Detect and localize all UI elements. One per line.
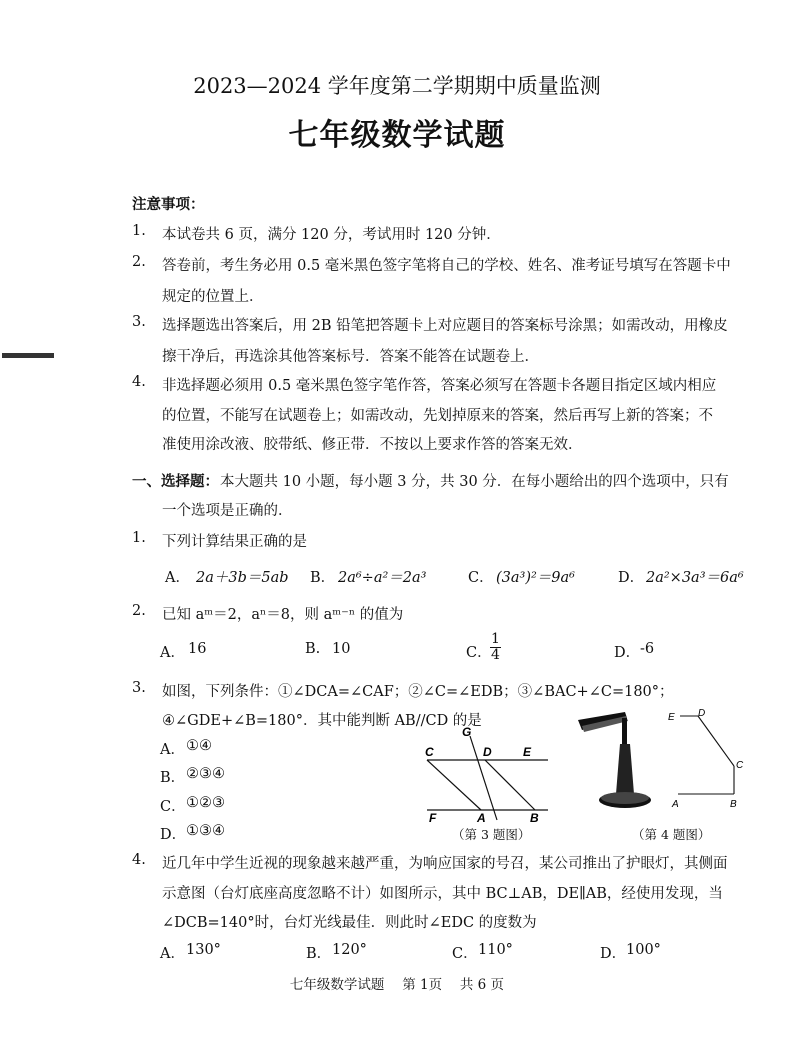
option-text: 120° [332, 942, 367, 958]
option-label: D． [600, 946, 627, 962]
note-text: 规定的位置上． [162, 289, 264, 305]
note-number: 2. [132, 254, 146, 270]
question-stem: 下列计算结果正确的是 [162, 534, 307, 550]
option-text: 2a＋3b＝5ab [196, 570, 289, 586]
option-label: C． [452, 946, 478, 962]
option-text: 110° [478, 942, 513, 958]
option-text: ①④ [186, 738, 212, 754]
scan-artifact [2, 353, 54, 358]
segment-DC [698, 716, 734, 766]
question-stem: 近几年中学生近视的现象越来越严重，为响应国家的号召，某公司推出了护眼灯，其侧面 [162, 856, 728, 872]
label-C: C [425, 745, 434, 759]
option-label: C． [468, 570, 494, 586]
note-number: 1. [132, 223, 146, 239]
option-text: 16 [188, 641, 207, 657]
label-B: B [730, 799, 737, 810]
question-stem: ④∠GDE+∠B=180°．其中能判断 AB//CD 的是 [162, 713, 482, 729]
label-G: G [462, 725, 472, 739]
question-number: 3. [132, 680, 146, 696]
exam-header-line: 2023—2024 学年度第二学期期中质量监测 [193, 74, 601, 98]
label-F: F [429, 811, 437, 822]
figure-3-caption: （第 3 题图） [452, 827, 531, 842]
option-label: D． [618, 570, 645, 586]
question-number: 2. [132, 603, 146, 619]
fraction-numerator: 1 [491, 631, 500, 647]
option-label: A． [165, 570, 190, 586]
lamp-base-top [601, 792, 649, 804]
option-label: A． [160, 742, 185, 758]
note-text: 擦干净后，再选涂其他答案标号．答案不能答在试题卷上． [162, 349, 539, 365]
lamp-arm [622, 718, 627, 746]
line-DB [485, 760, 535, 810]
question-number: 1. [132, 530, 146, 546]
label-D: D [483, 745, 492, 759]
figure-4-caption: （第 4 题图） [632, 827, 711, 842]
lamp-stem [616, 744, 634, 794]
label-B: B [530, 811, 539, 822]
desk-lamp-illustration [570, 712, 660, 814]
label-A: A [672, 799, 679, 810]
option-text: ②③④ [186, 766, 225, 782]
note-text: 的位置，不能写在试题卷上；如需改动，先划掉原来的答案，然后再写上新的答案；不 [162, 408, 713, 424]
note-text: 选择题选出答案后，用 2B 铅笔把答题卡上对应题目的答案标号涂黑；如需改动，用橡皮 [162, 318, 728, 334]
fraction-one-quarter [490, 632, 501, 663]
notes-heading: 注意事项： [132, 197, 205, 213]
fraction-denominator: 4 [491, 647, 500, 663]
label-D: D [698, 708, 706, 719]
option-label: B． [310, 570, 336, 586]
option-label: C． [466, 645, 492, 661]
question-number: 4. [132, 852, 146, 868]
note-text: 本试卷共 6 页，满分 120 分，考试用时 120 分钟． [162, 227, 501, 243]
exam-title: 七年级数学试题 [288, 118, 506, 153]
note-text: 非选择题必须用 0.5 毫米黑色签字笔作答，答案必须写在答题卡各题目指定区域内相应 [162, 378, 717, 394]
question-stem: 示意图（台灯底座高度忽略不计）如图所示，其中 BC⊥AB，DE∥AB，经使用发现，当 [162, 886, 723, 902]
option-label: D． [614, 645, 641, 661]
option-text: ①②③ [186, 795, 225, 811]
note-number: 3. [132, 314, 146, 330]
figure-4-diagram [668, 708, 748, 810]
question-stem: ∠DCB=140°时，台灯光线最佳．则此时∠EDC 的度数为 [162, 915, 537, 931]
option-text: 2a⁶÷a²＝2a³ [338, 570, 427, 586]
option-text: 10 [332, 641, 351, 657]
question-stem: 如图，下列条件：①∠DCA=∠CAF；②∠C=∠EDB；③∠BAC+∠C=180°； [162, 684, 674, 700]
label-E: E [523, 745, 532, 759]
page-footer: 七年级数学试题 第 1页 共 6 页 [289, 977, 505, 993]
option-label: B． [160, 770, 186, 786]
option-text: 100° [626, 942, 661, 958]
note-text: 准使用涂改液、胶带纸、修正带．不按以上要求作答的答案无效． [162, 437, 583, 453]
note-number: 4. [132, 374, 146, 390]
option-label: A． [160, 645, 185, 661]
note-text: 答卷前，考生务必用 0.5 毫米黑色签字笔将自己的学校、姓名、准考证号填写在答题卡中 [162, 258, 731, 274]
line-CA [427, 760, 481, 810]
label-E: E [668, 712, 675, 723]
option-label: A． [160, 946, 185, 962]
option-label: B． [306, 946, 332, 962]
option-text: 130° [186, 942, 221, 958]
section-desc: 本大题共 10 小题，每小题 3 分，共 30 分．在每小题给出的四个选项中，只有 [220, 474, 729, 490]
option-label: C． [160, 799, 186, 815]
question-stem: 已知 aᵐ＝2，aⁿ＝8，则 aᵐ⁻ⁿ 的值为 [162, 607, 404, 623]
option-text: ①③④ [186, 823, 225, 839]
option-label: D． [160, 827, 187, 843]
label-A: A [477, 811, 486, 822]
option-text: 2a²×3a³＝6a⁶ [646, 570, 744, 586]
section-desc: 一个选项是正确的． [162, 503, 293, 519]
option-label: B. [305, 641, 321, 657]
option-text: -6 [640, 641, 655, 657]
label-C: C [736, 760, 744, 771]
option-text: (3a³)²＝9a⁶ [496, 570, 575, 586]
section-label: 一、选择题： [132, 474, 219, 490]
figure-3-diagram [415, 722, 555, 822]
